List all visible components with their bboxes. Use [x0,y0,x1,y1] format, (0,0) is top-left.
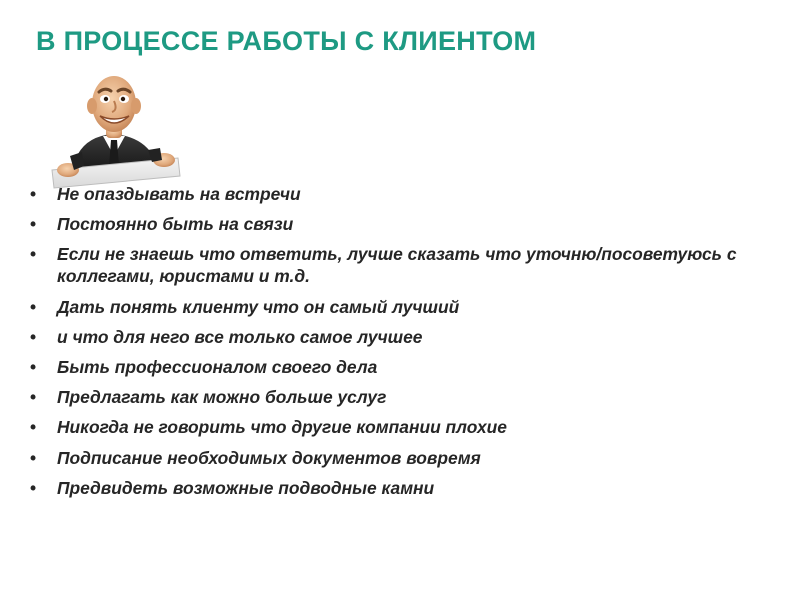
bullet-marker: • [30,244,37,265]
list-item [28,213,748,235]
list-item [28,296,748,318]
businessman-illustration-icon [48,66,183,191]
list-item [28,183,748,205]
bullet-marker: • [30,447,37,468]
bullet-marker: • [30,356,37,377]
bullet-marker: • [30,214,37,235]
list-item [28,386,748,408]
list-item-text: Никогда не говорить что другие компании плохие [57,417,507,438]
list-item-text: Быть профессионалом своего дела [57,356,378,377]
list-item-text: и что для него все только самое лучшее [57,326,423,347]
list-item [28,447,748,469]
list-item-text: Предлагать как можно больше услуг [57,387,387,408]
list-item-text: Постоянно быть на связи [57,214,294,235]
list-item [28,477,748,499]
bullet-marker: • [30,326,37,347]
list-item-text: Подписание необходимых документов вовремя [57,447,481,468]
list-item [28,416,748,438]
slide-title: В ПРОЦЕССЕ РАБОТЫ С КЛИЕНТОМ [36,26,537,56]
bullet-marker: • [30,387,37,408]
bullet-marker: • [30,184,37,204]
bullet-marker: • [30,296,37,317]
bullet-marker: • [30,417,37,438]
list-item-text: Дать понять клиенту что он самый лучший [57,296,460,317]
bullet-marker: • [30,477,37,498]
bullet-list [28,183,748,507]
list-item-text: Не опаздывать на встречи [57,184,301,204]
list-item [28,243,748,287]
list-item [28,326,748,348]
list-item-text: Предвидеть возможные подводные камни [57,477,435,498]
list-item-text: Если не знаешь что ответить, лучше сказать что уточню/посоветуюсь с коллегами, юристами и т.д. [57,244,737,287]
list-item [28,356,748,378]
